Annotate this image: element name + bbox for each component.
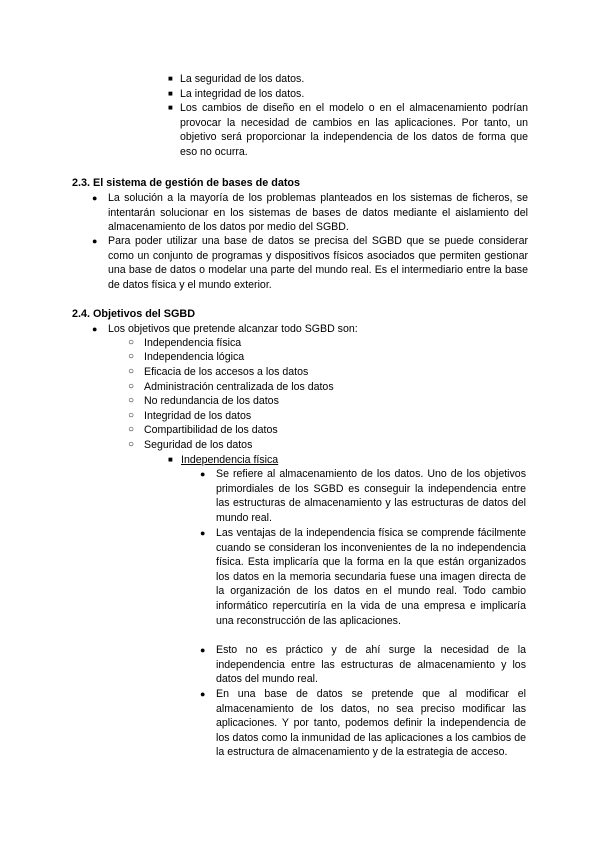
section-heading-2-4: 2.4. Objetivos del SGBD	[72, 308, 195, 320]
detail-paragraph: En una base de datos se pretende que al modificar el almacenamiento de los datos, no sea preciso modificar las aplicaciones. Y por tanto, podemos definir la independencia de los datos como la inmunidad de las aplicaciones a los cambios de la estructura de almacenamiento y de la estrategia de acceso.	[216, 688, 526, 759]
square-bullet-icon: ■	[168, 103, 173, 112]
disc-bullet-icon: ●	[200, 528, 206, 538]
circle-bullet-icon: ○	[128, 351, 135, 362]
objective-item: Seguridad de los datos	[144, 439, 253, 451]
circle-bullet-icon: ○	[128, 439, 135, 450]
objectives-intro: Los objetivos que pretende alcanzar todo SGBD son:	[108, 323, 358, 335]
circle-bullet-icon: ○	[128, 410, 135, 421]
disc-bullet-icon: ●	[200, 689, 206, 699]
detail-paragraph: Se refiere al almacenamiento de los datos. Uno de los objetivos primordiales de los SGBD es conseguir la independencia entre las estructuras de almacenamiento y las estructuras de datos del mundo real.	[216, 468, 526, 524]
detail-paragraph: Esto no es práctico y de ahí surge la necesidad de la independencia entre las estructuras de almacenamiento y los datos del mundo real.	[216, 644, 526, 686]
objective-item: Eficacia de los accesos a los datos	[144, 366, 309, 378]
paragraph-bullet: La solución a la mayoría de los problemas planteados en los sistemas de ficheros, se intentarán solucionar en los sistemas de bases de datos mediante el aislamiento del almacenamiento de los datos por medio del SGBD.	[108, 192, 528, 234]
list-item: La seguridad de los datos.	[180, 73, 305, 85]
objective-item: Administración centralizada de los datos	[144, 381, 334, 393]
disc-bullet-icon: ●	[92, 324, 98, 334]
list-item: Los cambios de diseño en el modelo o en el almacenamiento podrían provocar la necesidad de cambios en las aplicaciones. Por tanto, un objetivo será proporcionar la independencia de los datos de forma que eso no ocurra.	[180, 102, 528, 158]
disc-bullet-icon: ●	[200, 645, 206, 655]
objective-item: Integridad de los datos	[144, 410, 252, 422]
detail-paragraph: Las ventajas de la independencia física se comprende fácilmente cuando se consideran los inconvenientes de la no independencia física. Esta implicaría que la forma en la que están organizados los datos en la memoria secundaria fuese una imagen directa de la organización de los datos en el mundo real. Todo cambio informático repercutiría en la vida de una empresa e implicaría una reconstrucción de las aplicaciones.	[216, 527, 526, 627]
square-bullet-icon: ■	[168, 74, 173, 83]
square-bullet-icon: ■	[168, 89, 173, 98]
circle-bullet-icon: ○	[128, 424, 135, 435]
objective-item: No redundancia de los datos	[144, 395, 279, 407]
sub-heading-independencia-fisica: Independencia física	[181, 454, 279, 466]
square-bullet-icon: ■	[168, 455, 173, 464]
paragraph-bullet: Para poder utilizar una base de datos se precisa del SGBD que se puede considerar como un conjunto de programas y dispositivos físicos asociados que permiten gestionar una base de datos o modelar una parte del mundo real. Es el intermediario entre la base de datos física y el mundo exterior.	[108, 235, 528, 291]
objective-item: Compartibilidad de los datos	[144, 424, 278, 436]
circle-bullet-icon: ○	[128, 337, 135, 348]
section-heading-2-3: 2.3. El sistema de gestión de bases de datos	[72, 177, 301, 189]
circle-bullet-icon: ○	[128, 381, 135, 392]
objective-item: Independencia física	[144, 337, 242, 349]
circle-bullet-icon: ○	[128, 395, 135, 406]
circle-bullet-icon: ○	[128, 366, 135, 377]
disc-bullet-icon: ●	[92, 193, 98, 203]
list-item: La integridad de los datos.	[180, 88, 305, 100]
disc-bullet-icon: ●	[200, 469, 206, 479]
objective-item: Independencia lógica	[144, 351, 245, 363]
disc-bullet-icon: ●	[92, 236, 98, 246]
